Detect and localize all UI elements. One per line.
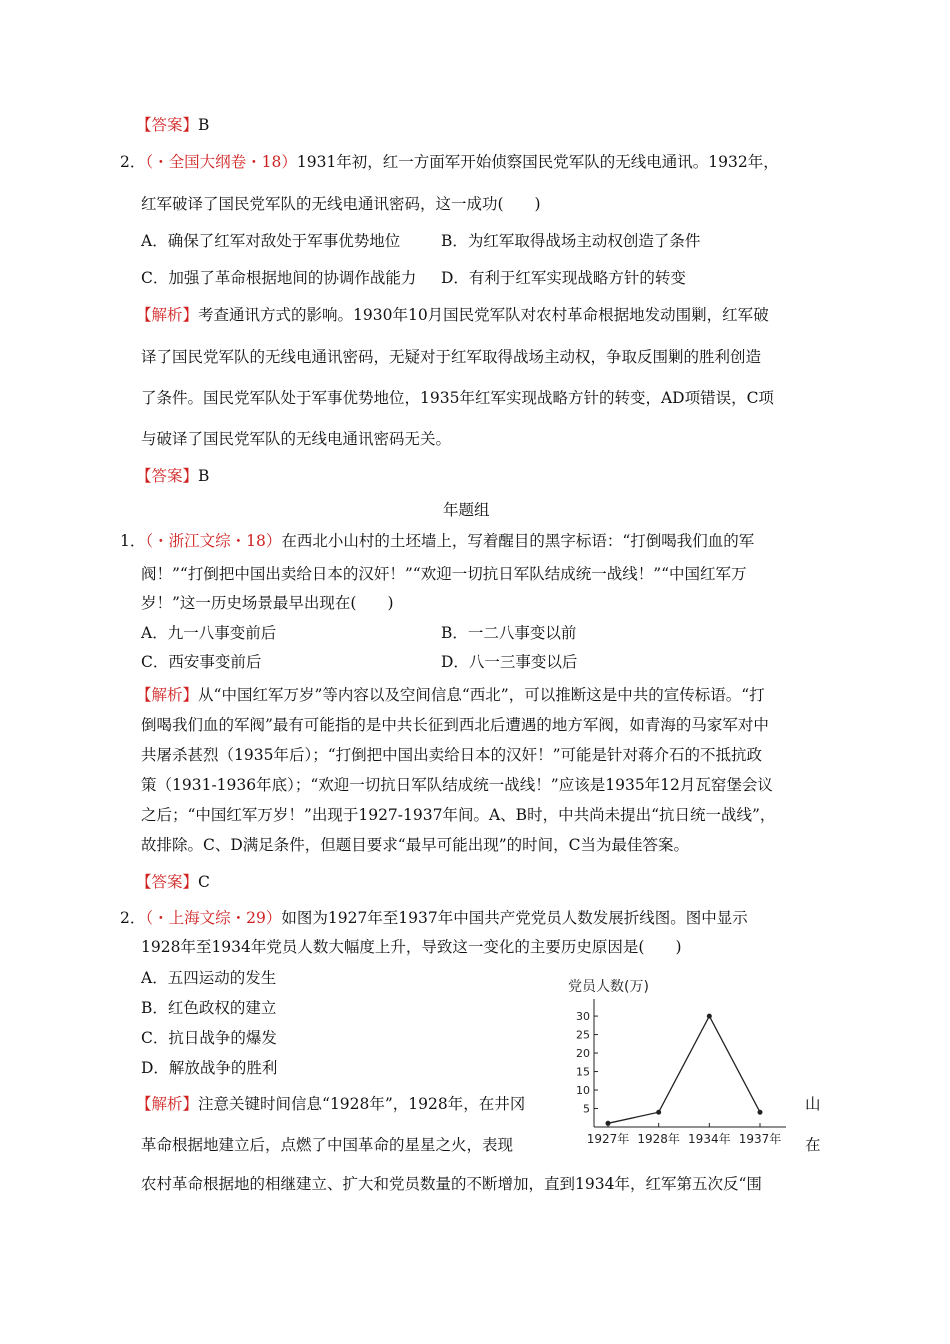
analysis-line: 故排除。C、D满足条件，但题目要求“最早可能出现”的时间，C当为最佳答案。 — [141, 836, 689, 854]
analysis-fragment: 在 — [805, 1136, 821, 1154]
analysis-line-1 — [136, 1093, 525, 1115]
question-stem: 如图为1927年至1937年中国共产党党员人数发展折线图。图中显示 — [281, 909, 748, 927]
chart-title: 党员人数(万) — [568, 979, 649, 995]
answer-value: C — [198, 873, 210, 891]
analysis-line: 倒喝我们血的军阀”最有可能指的是中共长征到西北后遭遇的地方军阀，如青海的马家军对中 — [141, 716, 769, 734]
analysis-line: 革命根据地建立后，点燃了中国革命的星星之火，表现 — [141, 1136, 514, 1154]
option-d: D．八一三事变以后 — [441, 653, 578, 671]
question-stem: 在西北小山村的土坯墙上，写着醒目的黑字标语：“打倒喝我们血的军 — [281, 532, 755, 550]
x-tick-label: 1928年 — [637, 1132, 680, 1146]
analysis-line: 共屠杀甚烈（1935年后）；“打倒把中国出卖给日本的汉奸！”可能是针对蒋介石的不抵抗政 — [141, 746, 763, 764]
question-number: 1． — [120, 532, 146, 550]
question-stem-line: 阀！”“打倒把中国出卖给日本的汉奸！”“欢迎一切抗日军队结成统一战线！”“中国红军万 — [141, 565, 747, 583]
analysis-line: 之后；“中国红军万岁！”出现于1927-1937年间。A、B时，中共尚未提出“抗日统一战线”， — [141, 806, 776, 824]
y-tick-label: 20 — [576, 1047, 590, 1061]
option-c: C．抗日战争的爆发 — [141, 1029, 277, 1047]
analysis-line-1 — [136, 684, 765, 706]
data-point — [707, 1014, 712, 1019]
option-b: B．一二八事变以前 — [441, 624, 577, 642]
analysis-label: 【解析】 — [136, 686, 199, 704]
y-tick-label: 15 — [576, 1065, 590, 1079]
question-stem-line: 岁！”这一历史场景最早出现在( ) — [141, 594, 394, 612]
answer-label: 【答案】 — [136, 873, 199, 891]
option-c: C．西安事变前后 — [141, 653, 262, 671]
option-b: B．红色政权的建立 — [141, 999, 277, 1017]
analysis-label: 【解析】 — [136, 306, 199, 324]
y-tick-label: 10 — [576, 1084, 590, 1098]
answer-value: B — [198, 467, 210, 485]
data-point — [758, 1110, 763, 1115]
question-number: 2． — [120, 909, 146, 927]
question-stem-line: 1928年至1934年党员人数大幅度上升，导致这一变化的主要历史原因是( ) — [141, 938, 682, 956]
analysis-line: 农村革命根据地的相继建立、扩大和党员数量的不断增加，直到1934年，红军第五次反“围 — [141, 1175, 762, 1193]
analysis-text: 注意关键时间信息“1928年”，1928年，在井冈 — [198, 1095, 526, 1113]
question-zhejiang-line-1 — [120, 530, 754, 552]
y-tick-label: 30 — [576, 1010, 590, 1024]
x-tick-label: 1934年 — [688, 1132, 731, 1146]
data-point — [656, 1110, 661, 1115]
y-tick-label: 25 — [576, 1028, 590, 1042]
option-a: A．确保了红军对敌处于军事优势地位 — [141, 232, 401, 250]
question-number: 2． — [120, 153, 146, 171]
x-tick-label: 1927年 — [586, 1132, 630, 1146]
answer — [136, 871, 210, 893]
answer-value: B — [198, 116, 210, 134]
answer-label: 【答案】 — [136, 467, 199, 485]
analysis-line: 译了国民党军队的无线电通讯密码，无疑对于红军取得战场主动权，争取反围剿的胜利创造 — [141, 348, 762, 366]
party-members-line-chart — [560, 975, 800, 1150]
question-shanghai-line-1 — [120, 907, 748, 929]
y-tick-label: 5 — [583, 1102, 590, 1116]
answer-label: 【答案】 — [136, 116, 199, 134]
previous-answer — [136, 114, 209, 136]
analysis-text: 考查通讯方式的影响。1930年10月国民党军队对农村革命根据地发动围剿，红军破 — [198, 306, 769, 324]
analysis-fragment: 山 — [805, 1095, 821, 1113]
analysis-line: 策（1931-1936年底）；“欢迎一切抗日军队结成统一战线！”应该是1935年12月瓦窑堡会议 — [141, 776, 773, 794]
series-line — [608, 1016, 760, 1123]
analysis-line: 与破译了国民党军队的无线电通讯密码无关。 — [141, 430, 452, 448]
option-c: C．加强了革命根据地间的协调作战能力 — [141, 269, 417, 287]
option-a: A．九一八事变前后 — [141, 624, 277, 642]
analysis-text: 从“中国红军万岁”等内容以及空间信息“西北”，可以推断这是中共的宣传标语。“打 — [198, 686, 765, 704]
option-d: D．解放战争的胜利 — [141, 1059, 278, 1077]
question-stem: 1931年初，红一方面军开始侦察国民党军队的无线电通讯。1932年， — [296, 153, 779, 171]
question-national-line-1 — [120, 151, 779, 173]
question-stem-line: 红军破译了国民党军队的无线电通讯密码，这一成功( ) — [141, 195, 541, 213]
question-source: （・浙江文综・18） — [145, 532, 282, 550]
option-b: B．为红军取得战场主动权创造了条件 — [441, 232, 701, 250]
question-source: （・上海文综・29） — [145, 909, 282, 927]
group-title: 年题组 — [443, 501, 490, 519]
option-a: A．五四运动的发生 — [141, 969, 277, 987]
analysis-line: 了条件。国民党军队处于军事优势地位，1935年红军实现战略方针的转变，AD项错误，C项 — [141, 389, 774, 407]
answer — [136, 465, 209, 487]
question-source: （・全国大纲卷・18） — [145, 153, 297, 171]
option-d: D．有利于红军实现战略方针的转变 — [441, 269, 686, 287]
analysis-label: 【解析】 — [136, 1095, 199, 1113]
x-tick-label: 1937年 — [738, 1132, 782, 1146]
analysis-line-1 — [136, 304, 769, 326]
